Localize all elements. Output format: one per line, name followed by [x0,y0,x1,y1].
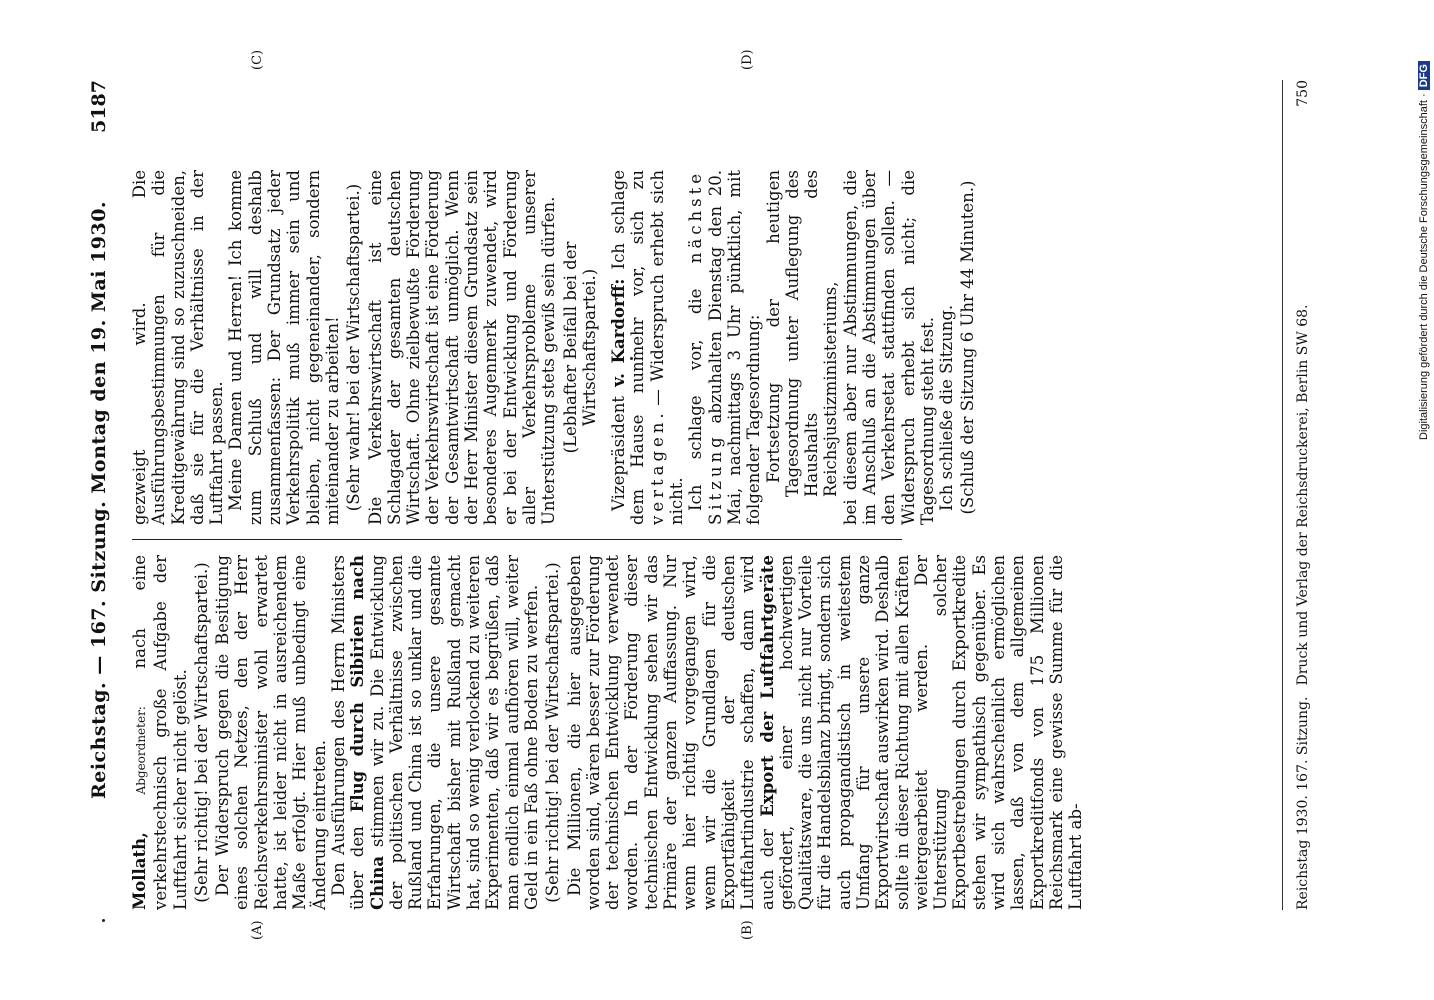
interjection: (Lebhafter Beifall bei der Wirtschaftspartei.) [560,241,599,454]
column-divider [132,539,902,540]
speaker-role: Vizepräsident [609,396,629,511]
margin-marker-d: (D) [740,49,755,70]
margin-marker-b: (B) [740,920,755,940]
left-column [130,555,1086,910]
page-number: 5187 [88,80,110,133]
paragraph: Meine Damen und Herren! Ich komme zum Schluß und will deshalb zusammenfassen: Der Grundsatz jeder Verkehrspolitik muß immer sein und bleiben, nicht gegeneinander, sondern miteinander zu arbeiten! [226,170,342,525]
right-column [130,170,980,525]
footer-rule [1282,80,1283,910]
speaker-text: nach eine verkehrstechnisch große Aufgabe der Luftfahrt sicher nicht gelöst. [130,555,190,910]
paragraph-text: . — Widerspruch erhebt sich nicht. [647,170,687,525]
interjection: (Sehr richtig! bei der Wirtschaftspartei.) [191,562,211,903]
agenda-item: Fortsetzung der heutigen Tagesordnung unter Auflegung des Haushalts des Reichsjustizministeriums, [763,170,841,497]
paragraph: gezweigt wird. Die Ausführungsbestimmungen für die Kreditgewährung sind so zuzuschneiden, daß sie für die Verhältnisse in der Luftfahrt passen. [130,170,227,525]
funding-note: Digitalisierung gefördert durch die Deutsche Forschungsgemeinschaft ·DFG [1418,10,1430,440]
closing-note: (Schluß der Sitzung 6 Uhr 44 Minuten.) [958,180,978,515]
footer-left: Reichstag 1930. 167. Sitzung. [1295,696,1311,910]
paragraph-text: gefördert, einer hochwertigen Qualitätsware, die uns nicht nur Vorteile für die Handelsbilanz bringt, sondern sich auch propagandistisch in weitestem Umfang für unsere ganze Exportwirtschaft auswirken wird. Deshalb sollte in dieser Richtung mit allen Kräften weitergearbeitet werden. Der Unterstützung solcher Exportbestrebungen durch Exportkredite stehen wir sympathisch gegenüber. Es wird sich wahrscheinlich ermöglichen lassen, daß von dem allgemeinen Exportkreditfonds von 175 Millionen Reichsmark eine gewisse Summe für die Luftfahrt ab- [776,555,1086,910]
emphasis-text: Flug durch Sibirien nach China [348,555,387,910]
paragraph-text: stimmen wir zu. Die Entwicklung der politischen Verhältnisse zwischen Rußland und China ist so unklar und die Erfahrungen, die unsere gesamte Wirtschaft bisher mit Rußland gemacht hat, sind so wenig verlockend zu weiteren Experimenten, daß wir es begrüßen, daß man endlich einmal aufhören will, weiter Geld in ein Faß ohne Boden zu werfen. [367,554,541,910]
paragraph [329,555,541,910]
paragraph: Der Widerspruch gegen die Besitigung eines solchen Netzes, den der Herr Reichsverkehrsminister wohl erwartet hatte, ist leider nicht in ausreichendem Maße erfolgt. Hier muß unbedingt eine Änderung eintreten. [213,555,329,910]
page-title: Reichstag. — 167. Sitzung. Montag den 19. Mai 1930. [88,200,110,800]
paragraph: Ich schließe die Sitzung. [937,304,957,511]
speaker-name: v. Kardorff: [609,278,629,387]
footer-printer: Druck und Verlag der Reichsdruckerei, Berlin SW 68. [1295,304,1311,686]
paragraph: Die Verkehrswirtschaft ist eine Schlagader der gesamten deutschen Wirtschaft. Ohne zielbewußte Förderung der Verkehrswirtschaft ist eine Förderung der Gesamtwirtschaft unmöglich. Wenn der Herr Minister diesem Grundsatz sein besonderes Augenmerk zuwendet, wird er bei der Entwicklung und Förderung aller Verkehrsprobleme unserer Unterstützung stets gewiß sein dürfen. [365,170,559,525]
paragraph-text: Den Ausführungen des Herrn Ministers über den [328,555,368,910]
speaker-name: Mollath, [130,832,149,910]
paragraph-text: Die Millionen, die hier ausgegeben worden sind, wären besser zur Förderung der technischen Entwicklung verwendet worden. In der Förderung dieser technischen Entwicklung sehen wir das Primäre der ganzen Auffassung. Nur wenn hier richtig vorgegangen wird, wenn wir die Grundlagen für die Exportfähigkeit der deutschen Luftfahrtindustrie schaffen, dann wird auch der [564,555,777,910]
speaker-role: Abgeordneter: [134,706,148,795]
paragraph: bei diesem aber nur Abstimmungen, die im Anschluß an die Abstimmungen über den Verkehrsetat stattfinden sollen. — Widerspruch erhebt sich nicht; die Tagesordnung steht fest. [840,170,937,525]
vice-president-statement [609,170,686,525]
paragraph [686,170,763,525]
footer [1295,80,1311,910]
funding-text: Digitalisierung gefördert durch die Deutsche Forschungsgemeinschaft [1418,100,1430,440]
dfg-logo: DFG [1418,61,1430,90]
spaced-text: nächste Sitzung [686,169,725,525]
paragraph [565,555,1086,910]
emphasis-text: Export der Luftfahrtgeräte [757,555,777,817]
spaced-text: vertagen [647,418,667,525]
footer-number: 750 [1295,80,1311,107]
margin-marker-a: (A) [250,920,265,940]
interjection: (Sehr wahr! bei der Wirtschaftspartei.) [344,183,364,512]
paragraph-text: abzuhalten Dienstag den 20. Mai, nachmittags 3 Uhr pünktlich, mit folgender Tagesordnung: [705,170,764,525]
speaker-line [130,555,190,910]
paragraph-text: Ich schlage vor, die [686,288,706,511]
interjection: (Sehr richtig! bei der Wirtschaftspartei.) [543,562,563,903]
paragraph-text: Ich schlage dem Hause nunmehr vor, sich zu [609,170,648,525]
page-header [88,80,128,920]
margin-marker-c: (C) [250,49,265,70]
